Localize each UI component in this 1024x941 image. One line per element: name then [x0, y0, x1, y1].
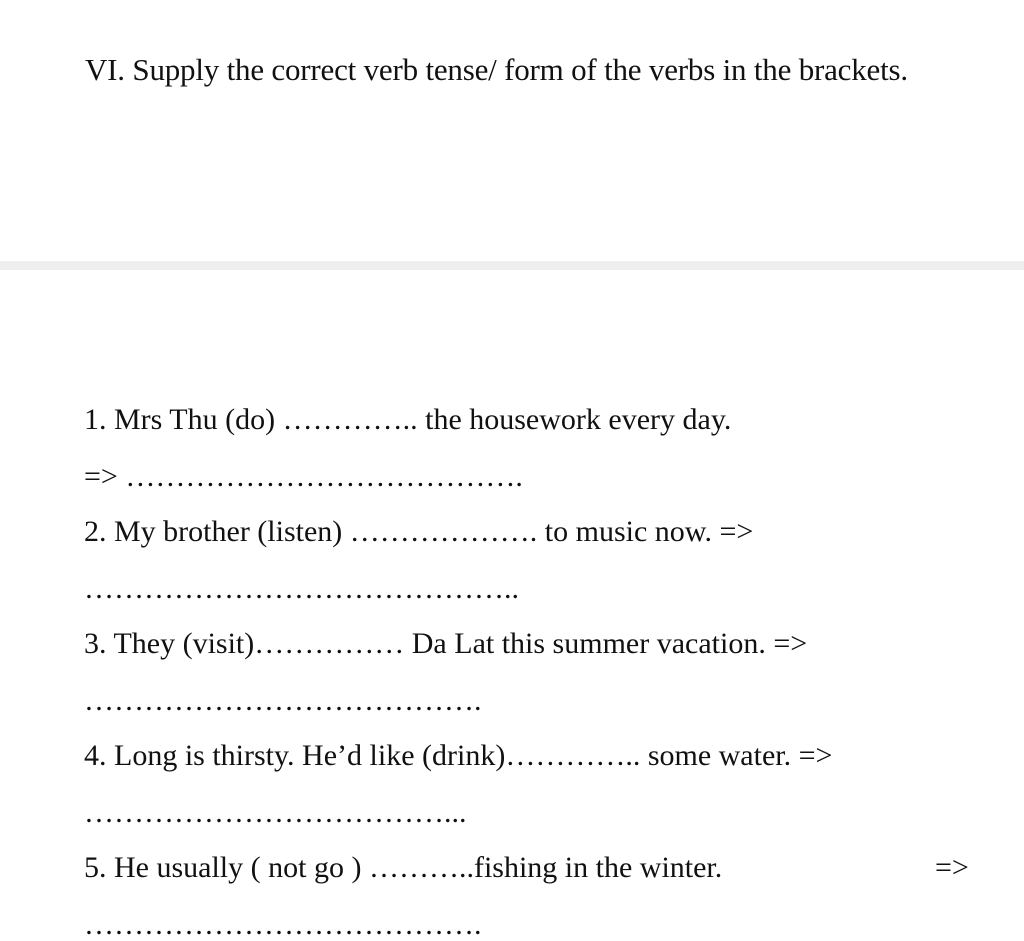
question-2: 2. My brother (listen) ………………. to music now. => — [84, 515, 754, 548]
question-4: 4. Long is thirsty. He’d like (drink)………….. some water. => — [84, 739, 833, 772]
question-5: 5. He usually ( not go ) ………..fishing in the winter. — [84, 851, 723, 884]
question-5-arrow: => — [935, 851, 969, 884]
answer-line-1: => …………………………………. — [84, 460, 523, 493]
question-3: 3. They (visit)…………… Da Lat this summer vacation. => — [84, 627, 808, 660]
answer-line-3: …………………………………. — [84, 684, 482, 717]
answer-line-4: ………………………………... — [84, 796, 467, 829]
question-1: 1. Mrs Thu (do) ………….. the housework every day. — [84, 403, 732, 436]
answer-line-2: …………………………………….. — [84, 572, 519, 605]
answer-line-5: …………………………………. — [84, 908, 482, 941]
exercise-heading: VI. Supply the correct verb tense/ form of the verbs in the brackets. — [85, 52, 908, 87]
section-divider — [0, 261, 1024, 270]
